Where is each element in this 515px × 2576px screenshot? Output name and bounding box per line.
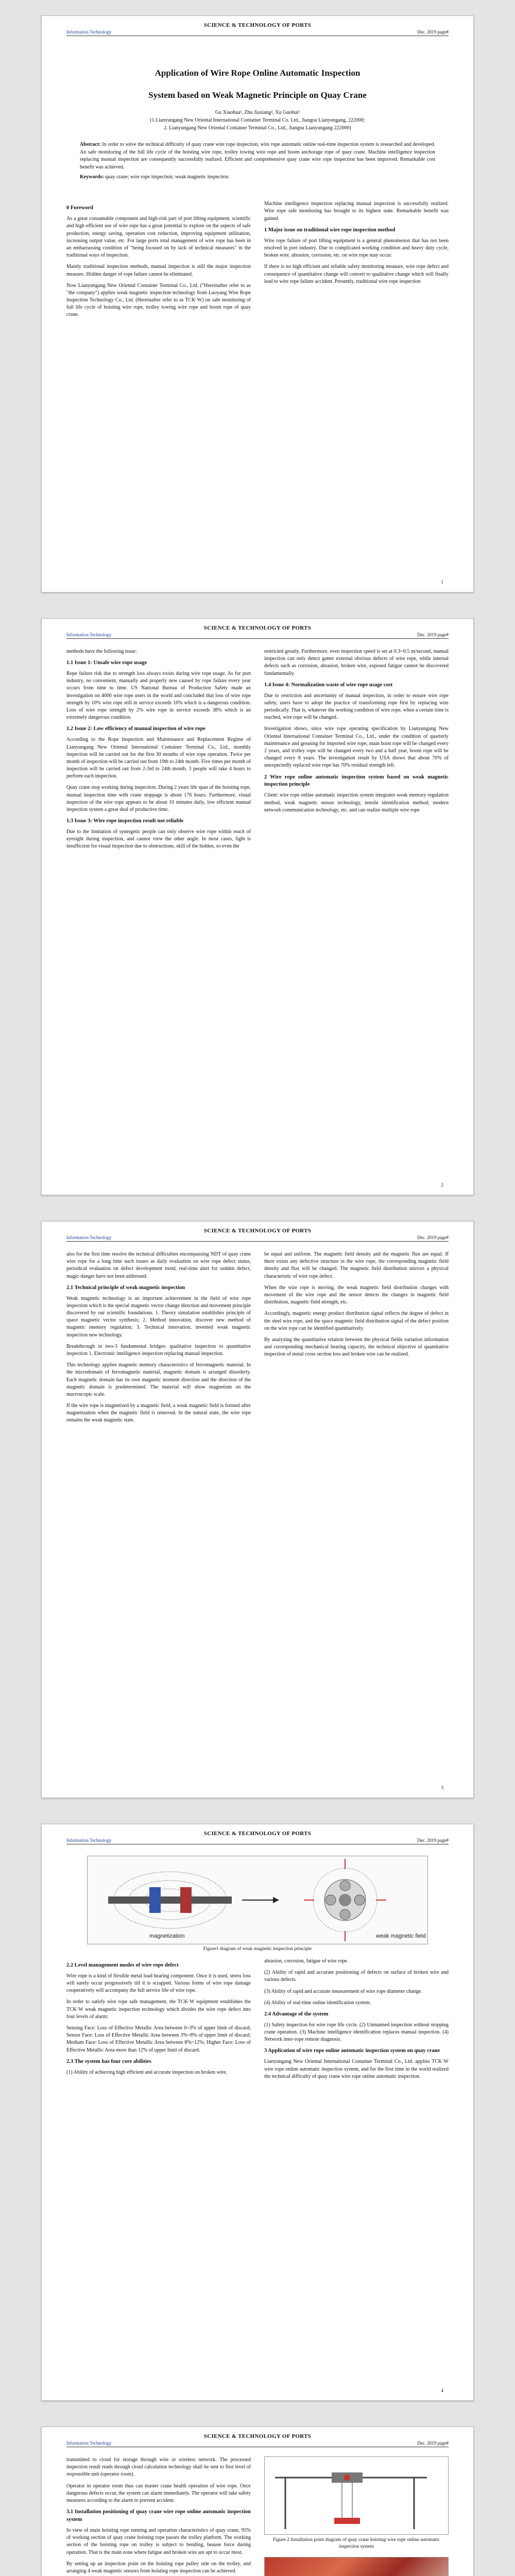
affiliation-2: 2. Lianyungang New Oriental Container Terminal Co., Ltd., Jiangsu Lianyungang 222000) <box>164 125 351 131</box>
keywords-text: quay crane; wire rope inspection; weak magnetic inspection <box>105 174 229 180</box>
figure-2 <box>264 2456 449 2535</box>
section-heading: 1.2 Issue 2: Low efficiency of manual inspection of wire rope <box>66 726 205 732</box>
hoisting-rope-installation-diagram <box>265 2457 437 2534</box>
abstract-label: Abstract: <box>80 142 101 148</box>
journal-header: SCIENCE & TECHNOLOGY OF PORTS <box>203 22 312 28</box>
paragraph: Due to the limitation of synergetic people can only observe wire rope within reach of eyesight during inspection, and cannot view the other angle. In most cases, light is insufficient for visual inspection due to obstructions, skill of the hidden, so even the <box>66 829 251 850</box>
section-label: Information Technology <box>66 2441 112 2446</box>
rope-cross-section <box>304 1859 386 1941</box>
section-label: Information Technology <box>66 1838 112 1843</box>
document-page-1 <box>41 15 474 592</box>
left-column <box>66 2456 251 2576</box>
paragraph: Investigation shows, since wire rope operating specification by Lianyungang New Oriental International Container Terminal Co., Ltd., under the condition of quarterly maintenance and greasing for imported wire rope, main hoist rope will be changed every 2 years, and trolley rope will be changed every two and a half year, boom rope will be changed every 8 years. The investigation result by USA shows that about 70% of unexpectedly replaced wire rope has 70% residual strength left. <box>264 726 449 769</box>
section-heading: 1 Major issue on traditional wire rope inspection method <box>264 227 396 233</box>
paragraph: As a great consumable component and high-risk part of port lifting equipment, scientific and high efficient use of wire rope has a great potential to explore on the aspects of safe production, energy saving, operation cost reduction, improving equipment utilization, increasing output value, etc. For large ports total management of wire rope has been in an embarrassing condition of "being focused on by lack of technical measures" in the traditional ways of inspection. <box>66 216 251 259</box>
section-label: Information Technology <box>66 632 112 637</box>
paragraph: Operator in operator room thus can master crane health operation of wire rope. Once dangerous defects occur, the system can alarm immediately. The operator will take safety measures according to the alarm to prevent accident. <box>66 2483 251 2503</box>
right-column <box>264 1251 449 1429</box>
figure-3-photo <box>264 2557 449 2576</box>
paragraph: By analyzing the quantitative relation between the physical fields variation information and corresponding mechanical bearing capacity, the technical objective of quantitative inspection of metal cross section loss and broken wire can be realized. <box>264 1336 449 1358</box>
page-number: 1 <box>441 580 443 585</box>
page-number: 4 <box>441 2388 443 2393</box>
affiliation-1: (1.Lianyungang New Oriental International Container Terminal Co. Ltd., Jiangsu Lianyungang, 222000; <box>150 117 365 124</box>
section-heading: 2 Wire rope online automatic inspection system based on weak magnetic inspection principle <box>264 774 449 788</box>
section-heading: 1.1 Issue 1: Unsafe wire rope usage <box>66 660 147 666</box>
issue-label: Dec. 2019 page# <box>417 632 449 637</box>
keywords <box>80 174 435 180</box>
page-number: 2 <box>441 1182 443 1188</box>
issue-label: Dec. 2019 page# <box>417 1838 449 1843</box>
paragraph: Machine intelligence inspection replacing manual inspection is successfully realized. Wire rope safe monitoring has brought to its highest state. Remarkable benefit was gained. <box>264 201 449 222</box>
title-line-1: Application of Wire Rope Online Automatic Inspection <box>154 68 360 78</box>
paragraph: If the wire rope is magnetized by a magnetic field, a weak magnetic field is formed after magnetization when the magnetic field is removed. In the natural state, the wire rope remains the weak magnetic state. <box>66 1403 251 1423</box>
section-heading: 3.1 Installation positioning of quay crane wire rope online automatic inspection system <box>66 2509 251 2523</box>
figure-2-caption: Figure 2 Installation point diagram of quay crane hoisting wire rope online automatic inspection system <box>273 2537 440 2550</box>
section-label: Information Technology <box>66 29 112 35</box>
left-column <box>66 648 251 855</box>
running-subheader <box>66 2441 449 2447</box>
paragraph: (4) Ability of real-time online identification system. <box>264 1999 371 2006</box>
paragraph: methods have the following issue: <box>66 649 137 654</box>
running-subheader <box>66 1235 449 1242</box>
running-subheader <box>66 1838 449 1844</box>
paragraph: Wire rope failure of port lifting equipment is a general phenomenon that has not been resolved in port industry. Due to complicated working condition and heavy duty cycle, broken wire, abrasion, corrosion, etc. on wire rope may occur. <box>264 238 449 259</box>
section-heading: 2.2 Level management modes of wire rope defect <box>66 1962 179 1968</box>
left-column <box>66 1251 251 1429</box>
section-heading: 1.3 Issue 3: Wire rope inspection result not reliable <box>66 818 184 824</box>
magnetization-field-lines <box>108 1872 232 1928</box>
paragraph: (1) Ability of achieving high efficient and accurate inspection on broken wire, <box>66 2069 227 2075</box>
paragraph: Rope failure risk due to strength loss always exists during wire rope usage. As for port industry, no convenient, manually and properly new caused by rope failure every year occurs from time to time. US National Bureau of Production Safety made an investigation on 4000 wire rope users in the world and concluded that loss of wire rope strength by 10% wire rope still in service exceeds 10% which is a dangerous condition. Loss of wire rope strength by 2% wire rope in service exceeds 38% which is an extremely dangerous condition. <box>66 671 251 721</box>
paragraph: (3) Ability of rapid and accurate measurement of wire rope diameter change. <box>264 1988 422 1994</box>
paragraph: be equal and uniform. The magnetic field density and the magnetic flux are equal. If there exists any defective structure in the wire rope, the corresponding magnetic field density and flux will be changed. The magnetic field distribution mirrors a physical characteristic of wire rope defect. <box>264 1251 449 1279</box>
issue-label: Dec. 2019 page# <box>417 1235 449 1240</box>
paragraph: If there is no high efficient and reliable safety monitoring measure, wire rope defect and consequence of quantitative change will convert to qualitative change which will finally lead to wire rope failure accident. Presently, traditional wire rope inspection <box>264 264 449 284</box>
abstract <box>80 141 435 171</box>
paragraph: Now Lianyungang New Oriental Container Terminal Co., Ltd. ("Hereinafter refer to as "the company") applies weak magnetic inspection technology from Luoyang Wire Rope Inspection Technology Co., Ltd. (Hereinafter refer to as TCK·W) on safe monitoring of full life cycle of hoisting wire rope, trolley towing wire rope and boom rope of quay crane. <box>66 282 251 318</box>
paragraph: Wire rope is a kind of flexible metal load bearing component. Once it is used, stress loss will surely occur progressively till it is scrapped. Various forms of wire rope damage cooperatively will accompany the full service life of wire rope. <box>66 1973 251 1994</box>
paragraph: By setting up an inspection point on the hoisting rope pulley side on the trolley, and arranging 4 weak magnetic sensors from hoisting rope inspection can be achieved. <box>66 2561 251 2574</box>
label-weak-field: weak magnetic field <box>376 1933 426 1939</box>
paper-title <box>66 67 449 101</box>
paragraph: Accordingly, magnetic energy product distribution signal reflects the degree of defect in the steel wire rope, and the space magnetic field distribution signal of the defect position on the wire rope can be identified quantitatively. <box>264 1311 449 1331</box>
abstract-text: In order to solve the technical difficulty of quay crane wire rope inspection, wire rope automatic online real-time inspection system is researched and developed. An safe monitoring of the full life cycle of the hoisting wire rope, trolley towing wire rope and boom anchorage rope of quay crane. Machine intelligence inspection replacing manual inspection are consequently successfully realized. Efficient and comprehensive quay crane wire rope inspection has been improved. Remarkable cost benefit was achieved. <box>80 142 435 170</box>
paragraph: Sensing Face: Loss of Effective Metallic Area between 0~3% of upper limit of discard; Sensor Face: Loss of Effective Metallic Area between 3%~8% of upper limit of discard; Medium Face: Loss of Effective Metallic Area between 8%~12%; Higher Face: Loss of Effective Metallic Area more than 12% of upper limit of discard. <box>66 2025 251 2053</box>
section-heading: 2.3 The system has four core abilities <box>66 2058 151 2064</box>
paragraph: Mainly traditional inspection methods, manual inspection is still the major inspection measure. Hidden danger of rope failure cannot be eliminated. <box>66 264 251 277</box>
figure-1 <box>87 1856 428 1944</box>
running-subheader <box>66 632 449 639</box>
paragraph: also for the first time resolve the technical difficulties encompassing NDT of quay crane wire rope for a long time such issues as daily evaluation on wire rope defect status, periodical evaluation on defect development trend, real-time alert for sudden defect, magic-danger have not been addressed. <box>66 1251 251 1279</box>
title-line-2: System based on Weak Magnetic Principle on Quay Crane <box>148 90 367 100</box>
figure-1-caption: Figure1 diagram of weak magnetic inspection principle <box>203 1946 312 1952</box>
paragraph: Weak magnetic technology is an important achievement in the field of wire rope inspection which is the special magnetic vector change direction and movement principle discovered by our scientific foundations. 1. Theory simulation establishes principle of space magnetic vector synthesis; 2. Method innovation, discover new method of magnetic memory regulation; 3. Technical innovation, invented weak magnetic inspection new technology. <box>66 1295 251 1338</box>
paragraph: (1) Safety inspection for wire rope life cycle. (2) Unmanned inspection without stopping crane operation. (3) Machine intelligence identification replaces manual inspection. (4) Network inter-rope remote diagnosis. <box>264 2022 449 2043</box>
section-heading: 3 Application of wire rope online automatic inspection system on quay crane <box>264 2048 440 2054</box>
right-column <box>264 2456 449 2576</box>
author-block <box>66 109 449 132</box>
document-page-2 <box>41 618 474 1195</box>
document-page-5 <box>41 2427 474 2576</box>
paragraph: Lianyungang New Oriental International Container Terminal Co., Ltd. applies TCK·W wire rope online automatic inspection system, and for the first time in the world realized the technical difficulty of quay crane wire rope online automatic inspection. <box>264 2059 449 2079</box>
body-columns <box>66 648 449 855</box>
document-page-3 <box>41 1221 474 1798</box>
body-columns <box>66 1958 449 2084</box>
running-subheader <box>66 29 449 36</box>
authors: Gu Xiaohua¹, Zhu Jiaxiang², Xu Guohui² <box>215 110 300 116</box>
section-heading: 2.4 Advantage of the system <box>264 2011 329 2017</box>
left-column <box>66 1958 251 2084</box>
journal-header: SCIENCE & TECHNOLOGY OF PORTS <box>203 625 312 631</box>
section-heading: 0 Foreword <box>66 205 94 211</box>
weak-magnetic-principle-diagram <box>88 1856 428 1944</box>
paragraph: When the wire rope is moving, the weak magnetic field distribution changes with movement of the wire rope and the sensor detects the changes in magnetic field distribution, magnetic field strength, etc. <box>264 1284 449 1306</box>
document-page-4 <box>41 1824 474 2401</box>
section-heading: 1.4 Issue 4: Normalization waste of wire rope usage cost <box>264 682 393 688</box>
body-columns <box>66 1251 449 1429</box>
page-number: 3 <box>441 1785 443 1790</box>
paragraph: restricted greatly. Furthermore, even inspection speed is set at 0.3~0.5 m/second, manual inspection can only detect gutter external obvious defects of wire rope, while internal defects such as corrosion, abrasion, broken wire, exposed fatigue cannot be discovered fundamentally. <box>264 649 449 676</box>
paragraph: abrasion, corrosion, fatigue of wire rope. <box>264 1958 349 1964</box>
paragraph: Quay crane stop working during inspection. During 2 years life span of the hoisting rope, manual inspection time with crane stoppage is about 176 hours. Furthermore, visual inspection of the wire rope appears to be about 10 minutes daily, low efficient manual inspection system a great deal of productive time. <box>66 785 251 812</box>
body-columns <box>66 200 449 323</box>
paragraph: In view of main hoisting rope running and operation characteristics of quay crane, 95% of working section of quay crane hoisting rope passes the trolley platform. The working section of the hoisting rope on trolley is subject to bending, beause force during operation. That is the main zone where fatigue and broken wire are apt to occur most. <box>66 2527 251 2555</box>
paragraph: Breakthrough in two-3 fundamental bridges: qualitative inspection to quantitative inspection 1. Electronic intelligence inspection replacing manual inspection. <box>66 1343 251 1357</box>
right-column <box>264 1958 449 2084</box>
journal-header: SCIENCE & TECHNOLOGY OF PORTS <box>203 1228 312 1234</box>
body-columns <box>66 2456 449 2576</box>
label-magnetization: magnetization <box>149 1933 185 1939</box>
right-column <box>264 200 449 323</box>
journal-header: SCIENCE & TECHNOLOGY OF PORTS <box>203 1831 312 1837</box>
paragraph: transmitted to cloud for storage through wire or wireless network. The processed inspection result reads through cloud calculation technology shall be sent to first level of responsible unit (operator room). <box>66 2457 251 2478</box>
paragraph: According to the Rope Inspection and Maintenance and Replacement Regime of Lianyungang New Oriental International Container Terminal Co., Ltd., monthly inspection will be carried out for the first 30 months of wire rope operation. Twice per month of inspection will be carried out from 19th to 24th month. Five times per month of inspection will be carried out from 2-3rd to 24th month. 3 people will take 4 hours to perform each inspection. <box>66 737 251 779</box>
paragraph: Due to restriction and uncertainty of manual inspection, in order to ensure wire rope safety, users have to adopt the practice of transforming rope first by replacing wire periodically. That is, whatever the working condition of wire rope, when a certain time is reached, wire rope will be changed. <box>264 692 449 721</box>
paragraph: This technology applies magnetic memory characteristics of ferromagnetic material. In the microdomain of ferromagnetic material, magnetic domain is arranged disorderly. Each magnetic domain has its own magnetic moment direction and the direction of the magnetic domain is predetermined. The material will show magnetism on the macroscopic scale. <box>66 1362 251 1397</box>
paragraph: In order to satisfy wire rope safe management, the TCK·W equipment establishes the TCK·W weak magnetic inspection technology which divides the wire rope defect into four levels of alarm: <box>66 1999 251 2020</box>
arrow-icon <box>242 1897 279 1903</box>
section-heading: 2.1 Technical principle of weak magnetic inspection <box>66 1284 185 1291</box>
paragraph: Client: wire rope online automatic inspection system integrates weak memory regulation method, weak magnetic sensor technology, tensile identification method, modern network communication technology, etc. and can realize multiple wire rope <box>264 792 449 813</box>
journal-header: SCIENCE & TECHNOLOGY OF PORTS <box>203 2433 312 2439</box>
paragraph: (2) Ability of rapid and accurate positioning of defects on surface of broken wire and various defects. <box>264 1970 449 1983</box>
left-column <box>66 200 251 323</box>
right-column <box>264 648 449 855</box>
section-label: Information Technology <box>66 1235 112 1240</box>
keywords-label: Keywords: <box>80 174 104 180</box>
issue-label: Dec. 2019 page# <box>417 2441 449 2446</box>
issue-label: Dec. 2019 page# <box>417 29 449 35</box>
